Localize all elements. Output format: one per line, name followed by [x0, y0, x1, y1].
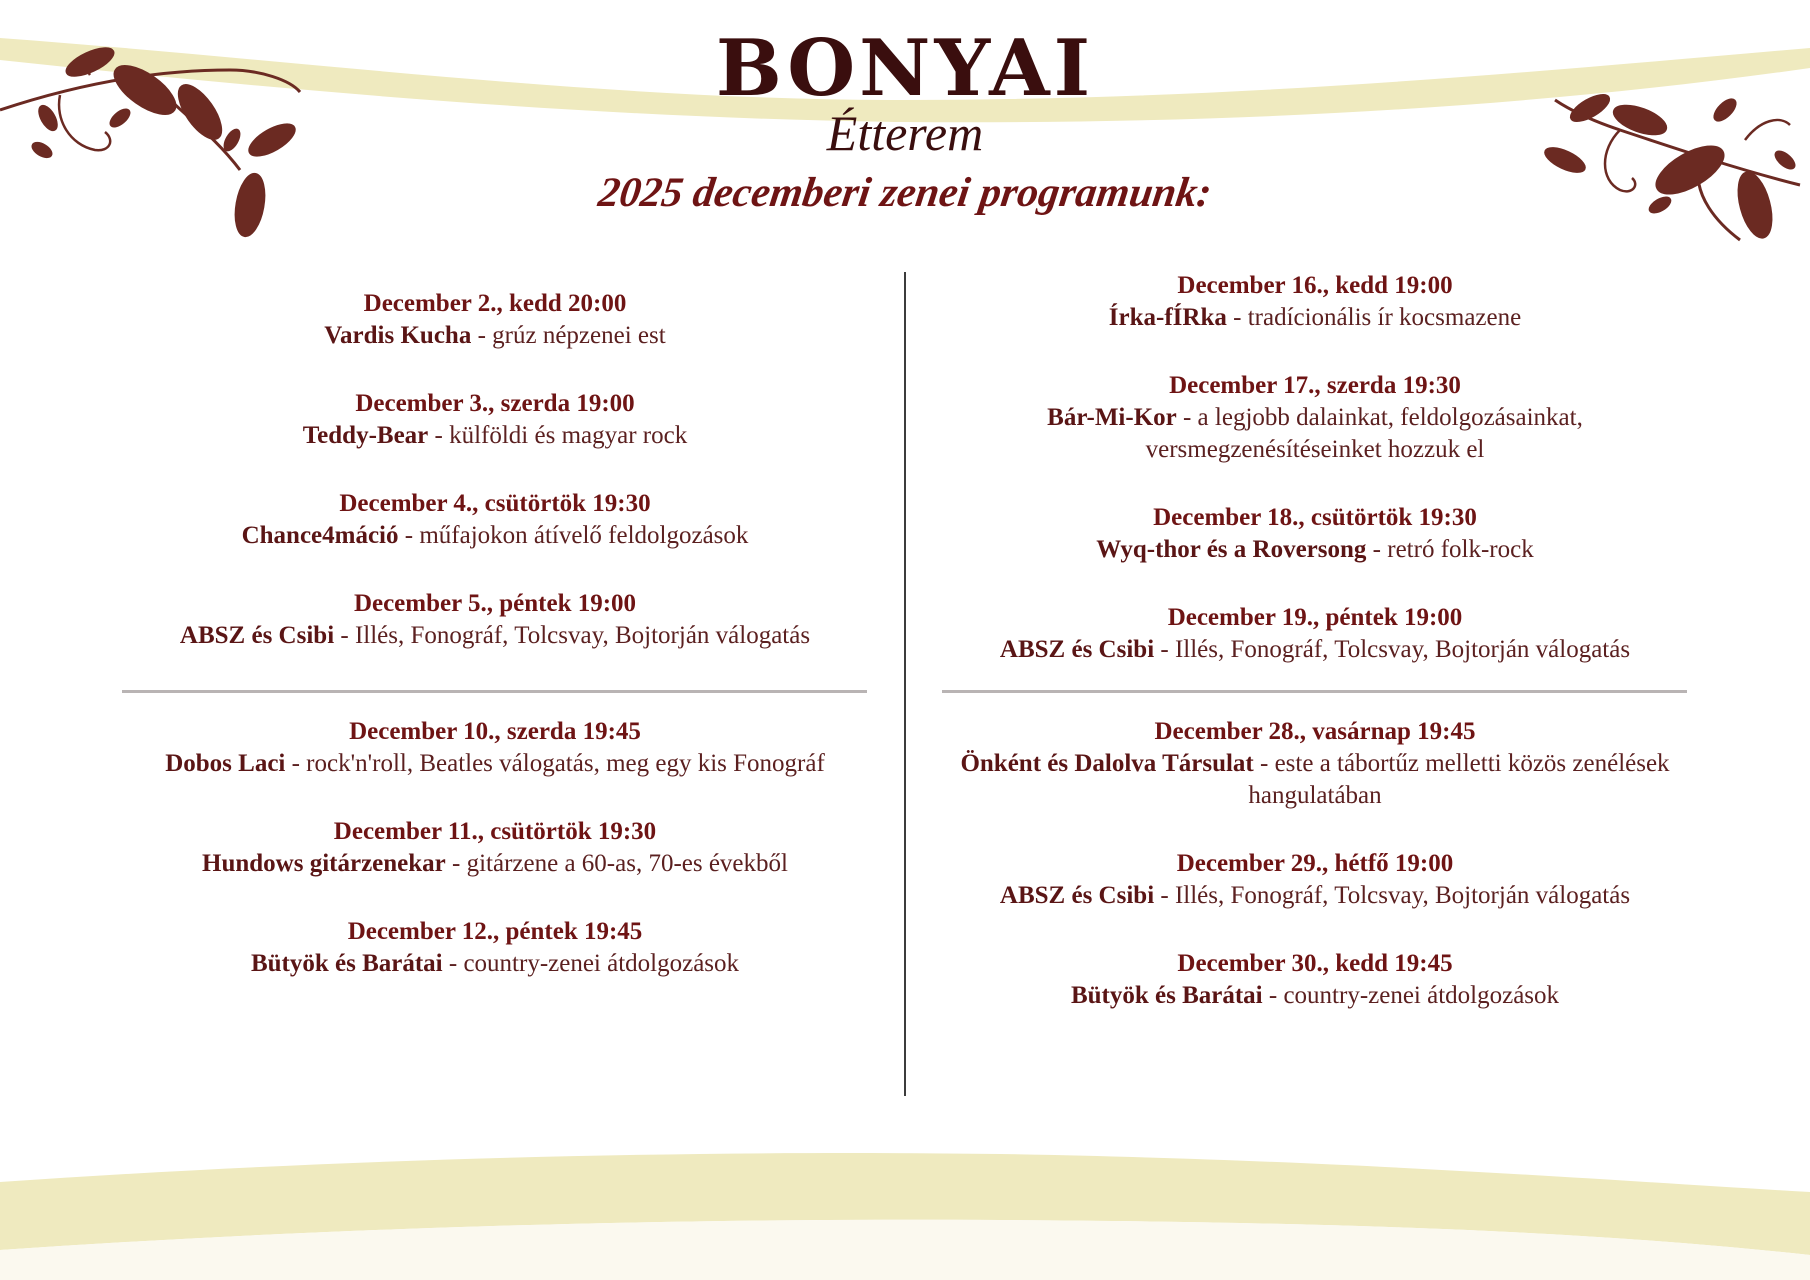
event-description: - a legjobb dalainkat, feldolgozásainkat, versmegzenésítéseinket hozzuk el [1145, 404, 1583, 463]
event-line [935, 634, 1695, 666]
event-line [935, 980, 1695, 1012]
right-top-event-list [935, 270, 1695, 702]
left-horizontal-divider [122, 690, 867, 693]
event-date: December 17., szerda 19:30 [1169, 372, 1461, 399]
event-date: December 5., péntek 19:00 [353, 590, 637, 617]
event-description: - műfajokon átívelő feldolgozások [398, 522, 749, 549]
right-bottom-event-list [935, 716, 1695, 1048]
event-description: - rock'n'roll, Beatles válogatás, meg egy kis Fonográf [285, 750, 825, 777]
event-performer: Dobos Laci [165, 750, 286, 777]
restaurant-subtitle: Étterem [826, 105, 984, 161]
event-line [115, 420, 875, 452]
event-description: - retró folk-rock [1366, 536, 1534, 563]
event-performer: Bár-Mi-Kor [1047, 404, 1177, 431]
event-performer: Bütyök és Barátai [1070, 982, 1263, 1009]
event-item [935, 502, 1695, 566]
event-date: December 16., kedd 19:00 [1177, 272, 1453, 299]
event-item [115, 388, 875, 452]
event-line [115, 520, 875, 552]
event-item [935, 602, 1695, 666]
event-item [115, 716, 875, 780]
event-line [935, 748, 1695, 812]
event-line [115, 948, 875, 980]
event-line [935, 534, 1695, 566]
event-line [935, 880, 1695, 912]
event-description: - Illés, Fonográf, Tolcsvay, Bojtorján válogatás [1154, 882, 1631, 909]
event-performer: Wyq-thor és a Roversong [1096, 536, 1367, 563]
event-date: December 4., csütörtök 19:30 [339, 490, 651, 517]
event-date: December 2., kedd 20:00 [363, 290, 627, 317]
event-date: December 28., vasárnap 19:45 [1154, 718, 1476, 745]
event-line [115, 620, 875, 652]
event-line [115, 848, 875, 880]
left-bottom-event-list [115, 716, 875, 1016]
event-item [115, 816, 875, 880]
event-item [935, 948, 1695, 1012]
event-item [115, 488, 875, 552]
event-item [115, 588, 875, 652]
event-date: December 19., péntek 19:00 [1167, 604, 1463, 631]
event-performer: ABSZ és Csibi [179, 622, 335, 649]
event-performer: Vardis Kucha [324, 322, 472, 349]
event-date: December 29., hétfő 19:00 [1176, 850, 1454, 877]
event-performer: ABSZ és Csibi [999, 882, 1155, 909]
event-item [115, 288, 875, 352]
event-item [935, 370, 1695, 466]
program-title: 2025 decemberi zenei programunk: [595, 170, 1215, 216]
event-line [115, 748, 875, 780]
event-description: - country-zenei átdolgozások [442, 950, 740, 977]
event-line [935, 402, 1695, 466]
event-performer: Bütyök és Barátai [250, 950, 443, 977]
event-description: - este a tábortűz melletti közös zenélések hangulatában [1248, 750, 1670, 809]
event-description: - grúz népzenei est [471, 322, 666, 349]
event-performer: Teddy-Bear [302, 422, 429, 449]
event-description: - Illés, Fonográf, Tolcsvay, Bojtorján válogatás [334, 622, 811, 649]
event-date: December 12., péntek 19:45 [347, 918, 643, 945]
event-description: - gitárzene a 60-as, 70-es évekből [445, 850, 788, 877]
event-description: - country-zenei átdolgozások [1262, 982, 1560, 1009]
event-date: December 10., szerda 19:45 [349, 718, 641, 745]
event-date: December 3., szerda 19:00 [355, 390, 635, 417]
event-item [935, 848, 1695, 912]
event-performer: Önként és Dalolva Társulat [960, 750, 1254, 777]
left-top-event-list [115, 288, 875, 688]
event-item [115, 916, 875, 980]
event-date: December 30., kedd 19:45 [1177, 950, 1453, 977]
event-performer: Hundows gitárzenekar [202, 850, 446, 877]
event-description: - Illés, Fonográf, Tolcsvay, Bojtorján válogatás [1154, 636, 1631, 663]
event-item [935, 716, 1695, 812]
event-line [115, 320, 875, 352]
vertical-divider [904, 272, 906, 1096]
event-description: - tradícionális ír kocsmazene [1226, 304, 1522, 331]
event-date: December 18., csütörtök 19:30 [1153, 504, 1477, 531]
restaurant-name: BONYAI [715, 23, 1095, 114]
event-performer: ABSZ és Csibi [999, 636, 1155, 663]
event-description: - külföldi és magyar rock [428, 422, 688, 449]
event-item [935, 270, 1695, 334]
event-performer: Chance4máció [241, 522, 399, 549]
event-line [935, 302, 1695, 334]
event-date: December 11., csütörtök 19:30 [333, 818, 657, 845]
event-performer: Írka-fÍRka [1108, 304, 1227, 331]
